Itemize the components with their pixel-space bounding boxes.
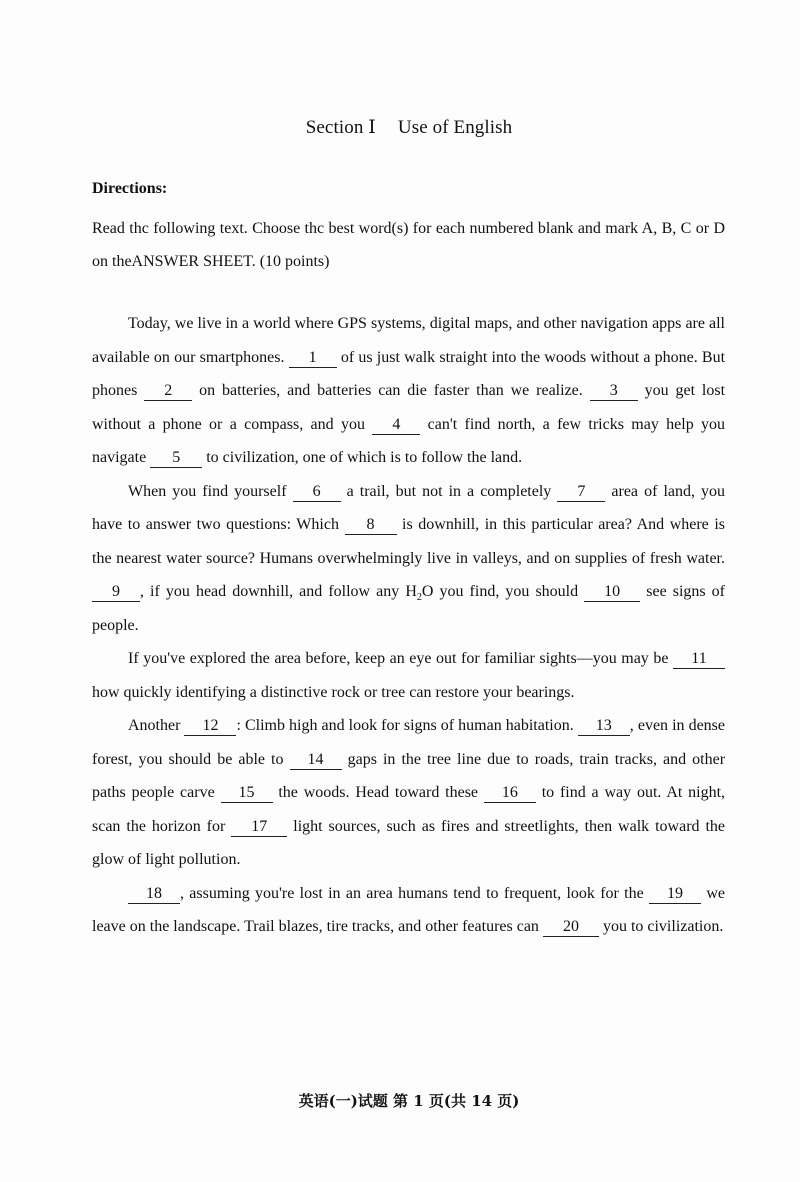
text-segment: you to civilization.	[602, 918, 724, 935]
text-segment: on batteries, and batteries can die faster than we realize.	[199, 382, 583, 399]
text-segment: When you find yourself	[128, 482, 287, 500]
text-segment: gaps in the tree line due to roads, train tracks, and other paths people carve	[92, 750, 726, 801]
directions-label: Directions:	[92, 180, 168, 197]
text-segment: of us just walk straight into the woods without a phone. But phones	[92, 348, 726, 399]
blank-14: 14	[290, 751, 342, 770]
text-segment: , assuming you're lost in an area humans tend to frequent, look for the	[180, 884, 644, 902]
blank-17: 17	[231, 818, 287, 837]
section-name: Use of English	[397, 117, 513, 138]
blank-11: 11	[673, 650, 725, 669]
blank-2: 2	[144, 382, 192, 401]
text-segment: : Climb high and look for signs of human habitation.	[236, 717, 574, 734]
text-segment: how quickly identifying a distinctive rock or tree can restore your bearings.	[92, 683, 575, 701]
blank-7: 7	[557, 483, 605, 502]
text-segment: is downhill, in this particular area? And where is the nearest water source? Humans overwhelmingly live in valleys, and on supplies of fresh water.	[92, 516, 725, 567]
text-segment: , even in dense forest, you should be able to	[92, 717, 726, 768]
blank-18: 18	[128, 885, 180, 904]
blank-6: 6	[293, 483, 341, 502]
paragraph-2	[92, 475, 725, 643]
blank-20: 20	[543, 918, 599, 937]
text-segment: to find a way out. At night, scan the horizon for	[92, 784, 726, 835]
text-segment: light sources, such as fires and streetlights, then walk toward the glow of light pollution.	[92, 817, 726, 868]
text-segment: you get lost without a phone or a compass, and you	[92, 382, 726, 433]
blank-5: 5	[150, 449, 202, 468]
text-segment: O you find, you should	[421, 583, 579, 600]
text-segment: , if you head downhill, and follow any H	[140, 583, 417, 600]
paragraph-4	[92, 709, 725, 877]
blank-13: 13	[578, 717, 630, 736]
paragraph-5	[92, 877, 725, 944]
blank-10: 10	[584, 583, 640, 602]
blank-4: 4	[372, 416, 420, 435]
text-segment: area of land, you have to answer two questions: Which	[92, 482, 726, 533]
cloze-passage	[92, 307, 725, 944]
directions-text: Read thc following text. Choose thc best word(s) for each numbered blank and mark A, B, C or D on theANSWER SHEET. (10 points)	[92, 220, 725, 270]
text-segment: a trail, but not in a completely	[346, 482, 552, 500]
section-title	[0, 116, 800, 139]
blank-12: 12	[184, 717, 236, 736]
blank-19: 19	[649, 885, 701, 904]
blank-9: 9	[92, 583, 140, 602]
text-segment: can't find north, a few tricks may help you navigate	[92, 415, 726, 466]
text-segment: the woods. Head toward these	[278, 784, 479, 801]
blank-15: 15	[221, 784, 273, 803]
blank-8: 8	[345, 516, 397, 535]
section-roman-numeral: Ⅰ	[368, 117, 376, 138]
text-segment: to civilization, one of which is to follow the land.	[206, 449, 523, 466]
blank-1: 1	[289, 349, 337, 368]
text-segment: Another	[128, 717, 181, 734]
page-footer: 英语(一)试题 第 1 页(共 14 页)	[298, 1092, 520, 1110]
text-segment: If you've explored the area before, keep an eye out for familiar sights—you may be	[128, 650, 669, 667]
paragraph-3	[92, 642, 725, 709]
section-label: Section	[305, 117, 364, 138]
blank-3: 3	[590, 382, 638, 401]
text-segment: Today, we live in a world where GPS systems, digital maps, and other navigation apps are all available on our smartphones.	[92, 315, 725, 366]
text-segment: see signs of people.	[92, 583, 726, 634]
blank-16: 16	[484, 784, 536, 803]
text-segment: we leave on the landscape. Trail blazes, tire tracks, and other features can	[92, 884, 726, 935]
paragraph-1	[92, 307, 725, 475]
subscript-2: 2	[416, 592, 422, 604]
